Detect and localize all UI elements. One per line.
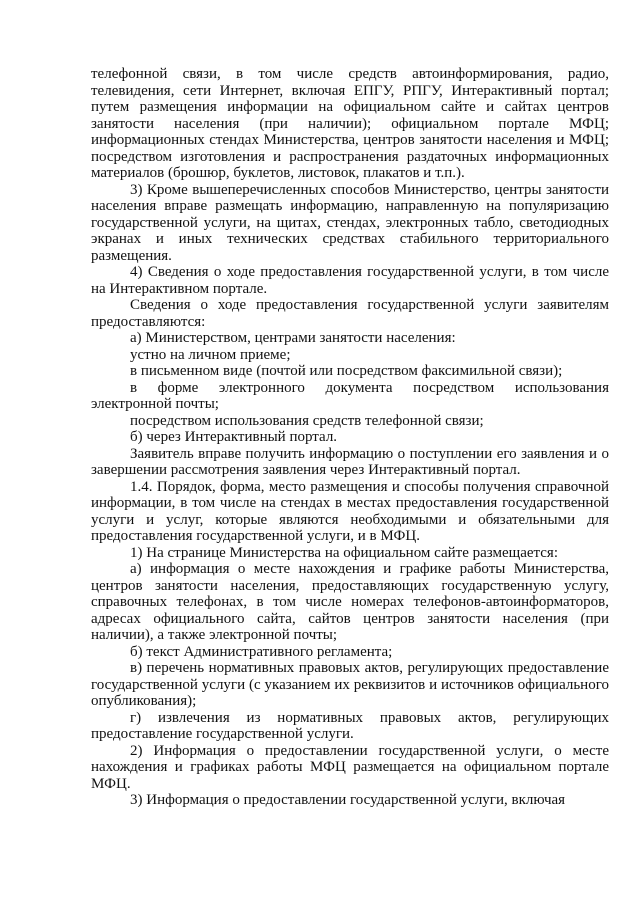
list-item-email: в форме электронного документа посредством использования электронной почты; [91,379,609,412]
list-item-written: в письменном виде (почтой или посредством факсимильной связи); [130,363,563,379]
list-item-a-info: а) информация о месте нахождения и графике работы Министерства, центров занятости населения, предоставляющих государственную услугу, справочных телефонах, в том числе номерах телефонов-автоинформаторов, адресах официального сайта, сайтов центров занятости населения (при наличии), а также электронной почты; [91,561,609,643]
paragraph-item-3-partial: 3) Информация о предоставлении государственной услуги, включая [130,792,566,808]
paragraph-status-info: Сведения о ходе предоставления государственной услуги заявителям предоставляются: [91,297,609,330]
list-item-v-acts: в) перечень нормативных правовых актов, регулирующих предоставление государственной услуги (с указанием их реквизитов и источников официального опубликования); [91,660,609,709]
paragraph-item-4: 4) Сведения о ходе предоставления государственной услуги, в том числе на Интерактивном портале. [91,264,609,297]
list-item-b-text: б) текст Административного регламента; [130,643,393,660]
list-item-b: б) через Интерактивный портал. [130,429,338,445]
list-item-oral: устно на личном приеме; [130,346,291,363]
paragraph-item-3: 3) Кроме вышеперечисленных способов Министерство, центры занятости населения вправе размещать информацию, направленную на популяризацию государственной услуги, на щитах, стендах, электронных табло, светодиодных экранах и иных технических средствах стабильного территориального размещения. [91,181,609,264]
list-item-a: а) Министерством, центрами занятости населения: [130,330,456,346]
document-page [91,66,609,809]
list-item-phone: посредством использования средств телефонной связи; [130,412,484,429]
paragraph-continuation: телефонной связи, в том числе средств автоинформирования, радио, телевидения, сети Интернет, включая ЕПГУ, РПГУ, Интерактивный портал; путем размещения информации на официальном сайте и сайтах центров занятости населения (при наличии); официальном портале МФЦ; информационных стендах Министерства, центров занятости населения и МФЦ; посредством изготовления и распространения раздаточных информационных материалов (брошюр, буклетов, листовок, плакатов и т.п.). [91,66,609,181]
section-heading-1-4: 1.4. Порядок, форма, место размещения и способы получения справочной информации, в том числе на стендах в местах предоставления государственной услуги и услуг, которые являются необходимыми и обязательными для предоставления государственной услуги, и в МФЦ. [91,478,609,544]
paragraph-applicant-right: Заявитель вправе получить информацию о поступлении его заявления и о завершении рассмотрения заявления через Интерактивный портал. [91,445,609,478]
list-item-g-extracts: г) извлечения из нормативных правовых актов, регулирующих предоставление государственной услуги. [91,709,609,742]
paragraph-item-1: 1) На странице Министерства на официальном сайте размещается: [130,544,558,561]
paragraph-item-2: 2) Информация о предоставлении государственной услуги, о месте нахождения и графиках работы МФЦ размещается на официальном портале МФЦ. [91,742,609,792]
